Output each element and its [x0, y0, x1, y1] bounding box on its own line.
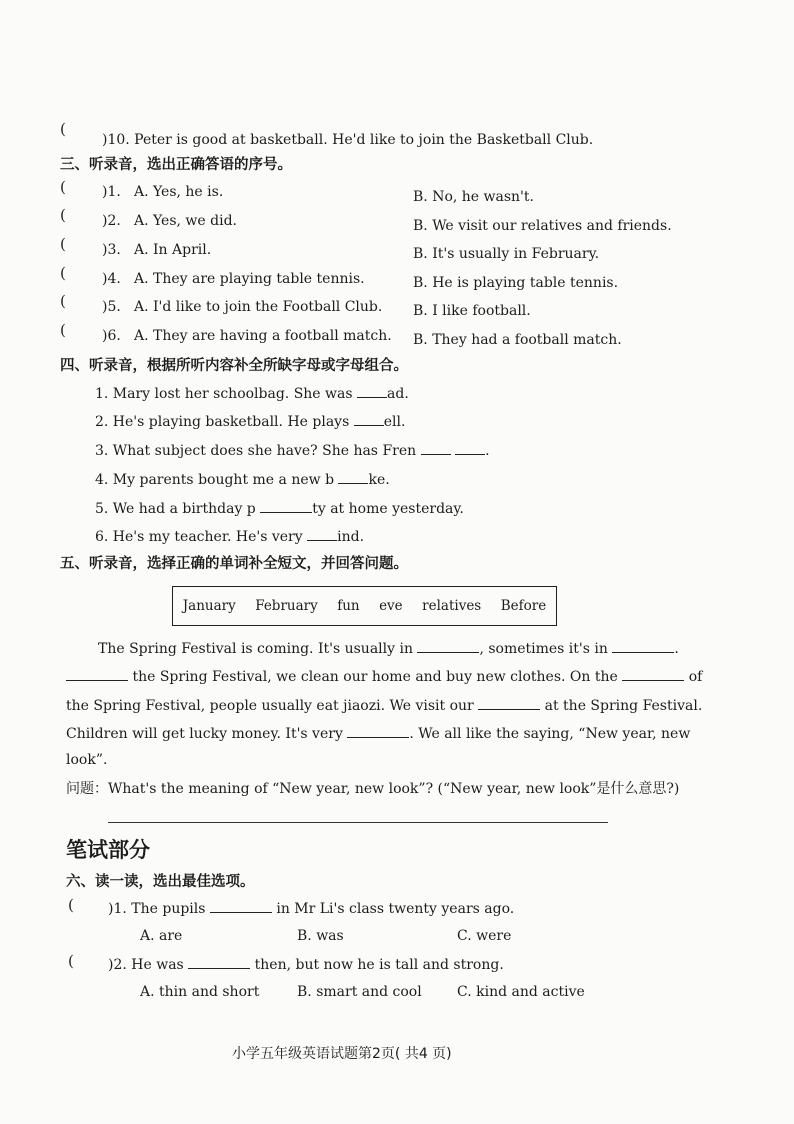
fill-blank[interactable]: [338, 469, 368, 484]
sec3-q2-option-a: A. Yes, we did.: [134, 213, 237, 229]
sec6-q2-option-c: C. kind and active: [457, 984, 585, 1000]
sec3-q1-option-b: B. No, he wasn't.: [413, 189, 534, 205]
word-bank-item: relatives: [422, 598, 482, 614]
sec3-q3-num: )3.: [102, 242, 121, 258]
sec6-q1-option-b: B. was: [297, 928, 344, 944]
answer-paren[interactable]: (: [60, 178, 66, 196]
answer-paren[interactable]: (: [60, 206, 66, 224]
sec3-q1-option-a: A. Yes, he is.: [134, 184, 224, 200]
sec4-item-4: 4. My parents bought me a new b ke.: [95, 469, 390, 490]
fill-blank[interactable]: [210, 898, 272, 913]
sec4-item-5: 5. We had a birthday p ty at home yesterday.: [95, 498, 464, 519]
fill-blank[interactable]: [260, 498, 312, 513]
word-bank: [172, 586, 557, 626]
fill-blank[interactable]: [455, 440, 485, 455]
fill-blank[interactable]: [307, 526, 337, 541]
sec6-q1-option-a: A. are: [140, 928, 183, 944]
sec3-q2-num: )2.: [102, 213, 121, 229]
word-bank-item: eve: [379, 598, 403, 614]
sec3-q5-num: )5.: [102, 299, 121, 315]
sec4-item-3: 3. What subject does she have? She has Fren .: [95, 440, 490, 461]
answer-paren[interactable]: (: [68, 896, 74, 914]
fill-blank[interactable]: [417, 638, 479, 653]
section-6-title: 六、读一读，选出最佳选项。: [66, 874, 255, 890]
sec3-q2-option-b: B. We visit our relatives and friends.: [413, 218, 672, 234]
word-bank-item: fun: [337, 598, 360, 614]
answer-paren[interactable]: (: [60, 120, 66, 138]
section-4-title: 四、听录音，根据所听内容补全所缺字母或字母组合。: [60, 358, 408, 374]
sec6-q1-option-c: C. were: [457, 928, 512, 944]
sec4-item-6: 6. He's my teacher. He's very ind.: [95, 526, 364, 547]
passage-line-5: look”.: [66, 752, 108, 768]
fill-blank[interactable]: [478, 695, 540, 710]
sec3-q4-option-a: A. They are playing table tennis.: [134, 271, 365, 287]
sec6-q1: )1. The pupils in Mr Li's class twenty years ago.: [108, 898, 514, 919]
sec3-q4-option-b: B. He is playing table tennis.: [413, 275, 619, 291]
answer-paren[interactable]: (: [60, 321, 66, 339]
answer-paren[interactable]: (: [60, 264, 66, 282]
sec3-q3-option-a: A. In April.: [134, 242, 212, 258]
fill-blank[interactable]: [188, 954, 250, 969]
sec3-q4-num: )4.: [102, 271, 121, 287]
section-3-title: 三、听录音，选出正确答语的序号。: [60, 157, 292, 173]
sec3-q6-option-a: A. They are having a football match.: [134, 328, 392, 344]
sec3-q5-option-b: B. I like football.: [413, 303, 531, 319]
sec3-q6-option-b: B. They had a football match.: [413, 332, 622, 348]
sec6-q2: )2. He was then, but now he is tall and strong.: [108, 954, 504, 975]
sec5-question: 问题：What's the meaning of “New year, new look”? (“New year, new look”是什么意思?): [66, 781, 680, 797]
passage-line-1: The Spring Festival is coming. It's usually in , sometimes it's in .: [98, 638, 698, 659]
sec3-q5-option-a: A. I'd like to join the Football Club.: [134, 299, 383, 315]
answer-paren[interactable]: (: [60, 292, 66, 310]
word-bank-item: January: [182, 598, 236, 614]
answer-paren[interactable]: (: [68, 952, 74, 970]
passage-line-2: the Spring Festival, we clean our home and buy new clothes. On the of: [66, 666, 666, 687]
fill-blank[interactable]: [66, 666, 128, 681]
sec4-item-2: 2. He's playing basketball. He plays ell.: [95, 411, 405, 432]
sec6-q2-option-b: B. smart and cool: [297, 984, 422, 1000]
fill-blank[interactable]: [622, 666, 684, 681]
answer-line[interactable]: [108, 822, 608, 823]
section-5-title: 五、听录音，选择正确的单词补全短文，并回答问题。: [60, 556, 408, 572]
passage-line-4: Children will get lucky money. It's very . We all like the saying, “New year, new: [66, 723, 666, 744]
word-bank-item: Before: [500, 598, 547, 614]
question-10: )10. Peter is good at basketball. He'd like to join the Basketball Club.: [102, 132, 594, 148]
sec3-q1-num: )1.: [102, 184, 121, 200]
fill-blank[interactable]: [347, 723, 409, 738]
written-part-title: 笔试部分: [66, 838, 150, 862]
word-bank-item: February: [255, 598, 318, 614]
sec3-q3-option-b: B. It's usually in February.: [413, 246, 600, 262]
answer-paren[interactable]: (: [60, 235, 66, 253]
sec4-item-1: 1. Mary lost her schoolbag. She was ad.: [95, 383, 409, 404]
passage-line-3: the Spring Festival, people usually eat jiaozi. We visit our at the Spring Festival.: [66, 695, 666, 716]
fill-blank[interactable]: [421, 440, 451, 455]
fill-blank[interactable]: [354, 411, 384, 426]
fill-blank[interactable]: [357, 383, 387, 398]
page-footer: 小学五年级英语试题第2页( 共4 页): [232, 1046, 452, 1062]
sec3-q6-num: )6.: [102, 328, 121, 344]
sec6-q2-option-a: A. thin and short: [140, 984, 260, 1000]
fill-blank[interactable]: [612, 638, 674, 653]
